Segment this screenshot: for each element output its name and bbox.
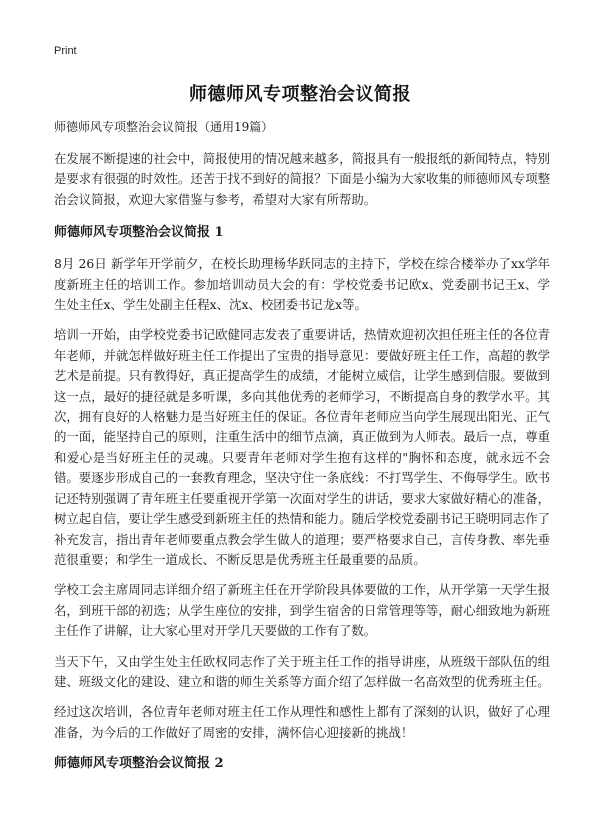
intro-paragraph: 在发展不断提速的社会中，简报使用的情况越来越多，简报具有一般报纸的新闻特点，特别是要求有很强的时效性。还苦于找不到好的简报？下面是小编为大家收集的师德师风专项整治会议简报，欢迎大家借鉴与参考，希望对大家有所帮助。	[54, 151, 550, 207]
section-heading: 师德师风专项整治会议简报 1	[54, 225, 224, 241]
section-paragraph: 当天下午，又由学生处主任欧权同志作了关于班主任工作的指导讲座，从班级干部队伍的组建、班级文化的建设、建立和谐的师生关系等方面介绍了怎样做一名高效型的优秀班主任。	[54, 653, 550, 689]
section-paragraph: 经过这次培训，各位青年老师对班主任工作从理性和感性上都有了深刻的认识，做好了心理准备，为今后的工作做好了周密的安排，满怀信心迎接新的挑战！	[54, 704, 550, 740]
article-body	[54, 117, 550, 785]
article-subtitle: 师德师风专项整治会议简报（通用19篇）	[54, 120, 274, 134]
section-heading: 师德师风专项整治会议简报 2	[54, 756, 224, 772]
section-paragraph: 学校工会主席周同志详细介绍了新班主任在开学阶段具体要做的工作，从开学第一天学生报名，到班干部的初选；从学生座位的安排，到学生宿舍的日常管理等等，耐心细致地为新班主任作了讲解，让大家心里对开学几天要做的工作有了数。	[54, 582, 550, 639]
section-paragraph: 培训一开始，由学校党委书记欧健同志发表了重要讲话，热情欢迎初次担任班主任的各位青年老师，并就怎样做好班主任工作提出了宝贵的指导意见：要做好班主任工作，高超的教学艺术是前提。只有教得好，真正提高学生的成绩，才能树立威信，让学生感到信服。要做到这一点，最好的捷径就是多听课，多向其他优秀的老师学习，不断提高自身的教学水平。其次，拥有良好的人格魅力是当好班主任的保证。各位青年老师应当向学生展现出阳光、正气的一面，能坚持自己的原则，注重生活中的细节点滴，真正做到为人师表。最后一点，尊重和爱心是当好班主任的灵魂。只要青年老师对学生抱有这样的"胸怀和态度，就永远不会错。要逐步形成自己的一套教育理念，坚决守住一条底线：不打骂学生、不侮辱学生。欧书记还特别强调了青年班主任要重视开学第一次面对学生的讲话，要求大家做好精心的准备，树立起自信，要让学生感受到新班主任的热情和能力。随后学校党委副书记王晓明同志作了补充发言，指出青年老师要重点教会学生做人的道理；要严格要求自己，言传身教、率先垂范很重要；和学生一道成长、不断反思是优秀班主任最重要的品质。	[54, 327, 550, 567]
print-link[interactable]: Print	[54, 45, 77, 57]
page-title: 师德师风专项整治会议简报	[189, 84, 411, 105]
section-paragraph: 8月 26日 新学年开学前夕，在校长助理杨华跃同志的主持下，学校在综合楼举办了xx学年度新班主任的培训工作。参加培训动员大会的有：学校党委书记欧x、党委副书记王x、学生处主任x、学生处副主任程x、沈x、校团委书记龙x等。	[54, 256, 550, 313]
